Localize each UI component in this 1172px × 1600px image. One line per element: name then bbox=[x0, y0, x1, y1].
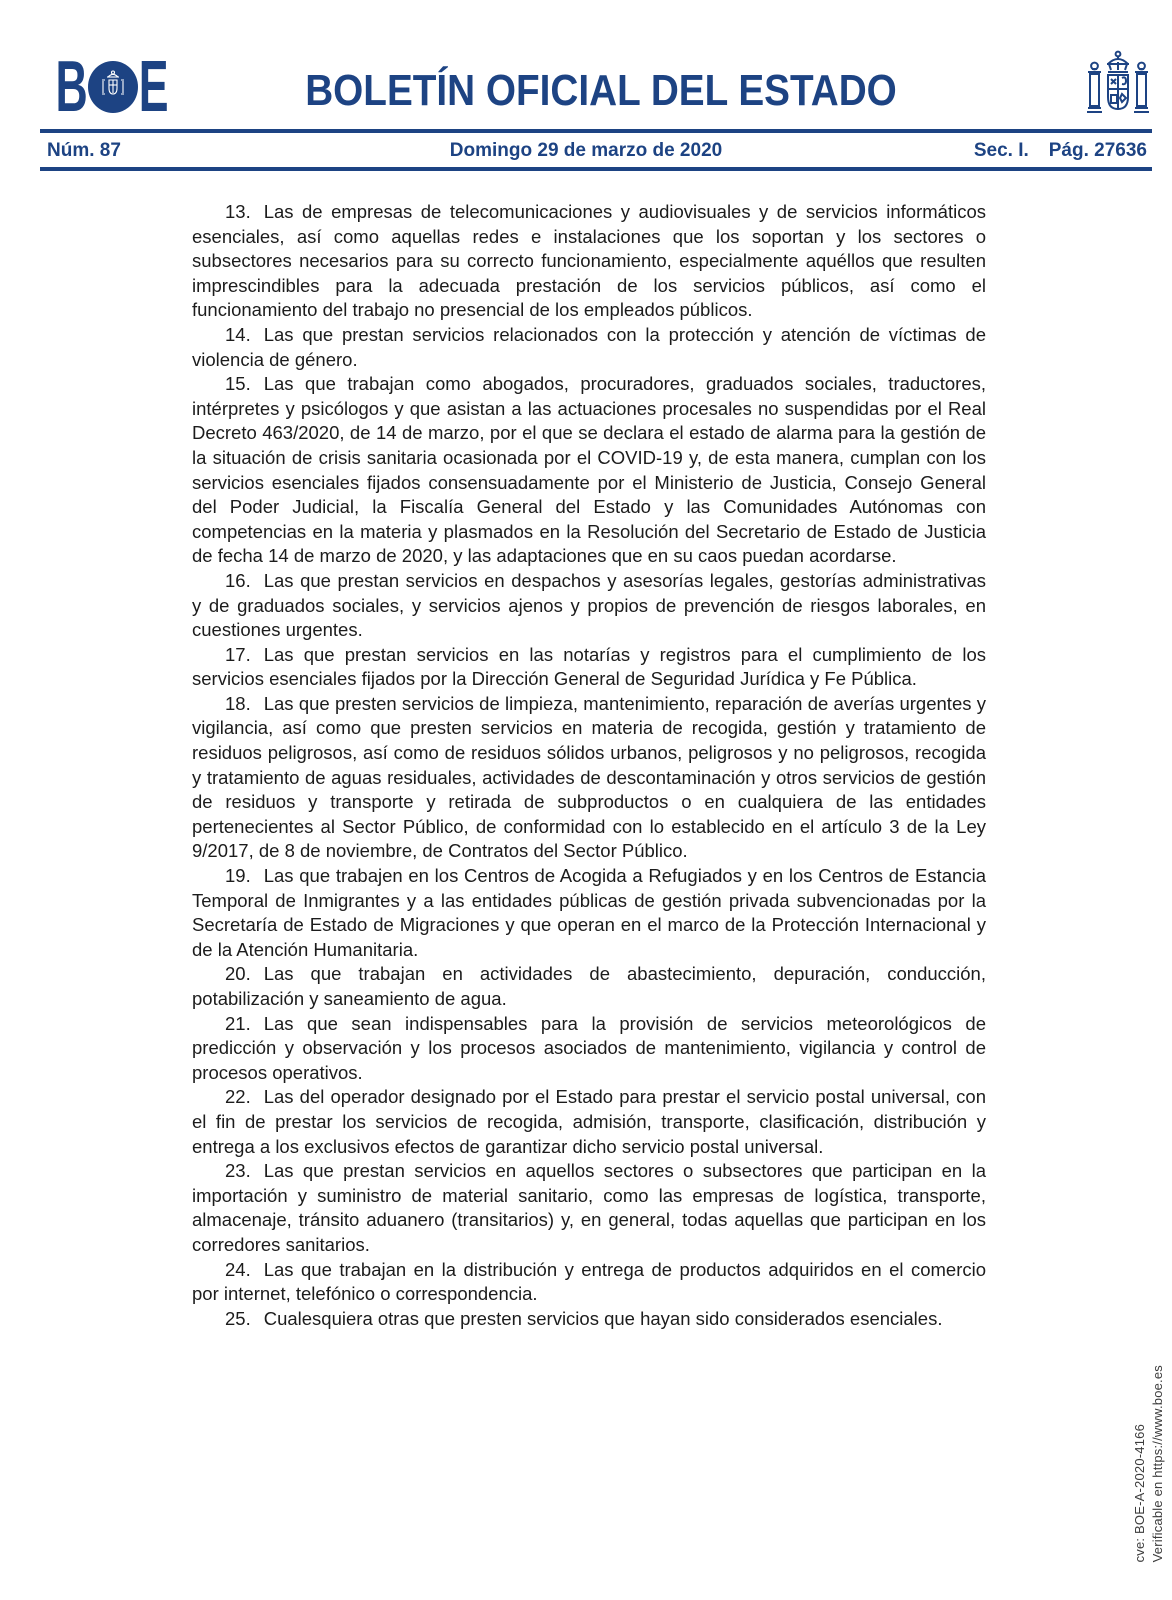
paragraph-number: 15. bbox=[225, 373, 251, 395]
paragraph-text: Las que trabajen en los Centros de Acogida a Refugiados y en los Centros de Estancia Temporal de Inmigrantes y a las entidades públicas de gestión privada subvencionadas por la Secretaría de Estado de Migraciones y que operan en el marco de la Protección Internacional y de la Atención Humanitaria. bbox=[192, 865, 986, 960]
section-page-group bbox=[974, 137, 1147, 165]
paragraph bbox=[192, 1159, 986, 1257]
paragraph-number: 23. bbox=[225, 1160, 251, 1182]
paragraph-number: 25. bbox=[225, 1307, 251, 1329]
paragraph bbox=[192, 643, 986, 692]
paragraph-text: Las que trabajan como abogados, procuradores, graduados sociales, traductores, intérpretes y psicólogos y que asistan a las actuaciones procesales no suspendidas por el Real Decreto 463/2020, de 14 de marzo, por el que se declara el estado de alarma para la gestión de la situación de crisis sanitaria ocasionada por el COVID-19 y, de esta manera, cumplan con los servicios esenciales fijados consensuadamente por el Ministerio de Justicia, Consejo General del Poder Judicial, la Fiscalía General del Estado y las Comunidades Autónomas con competencias en la materia y plasmados en la Resolución del Secretario de Estado de Justicia de fecha 14 de marzo de 2020, y las adaptaciones que en su caos puedan acordarse. bbox=[192, 373, 986, 567]
paragraph-text: Las que prestan servicios en las notarías y registros para el cumplimiento de los servicios esenciales fijados por la Dirección General de Seguridad Jurídica y Fe Pública. bbox=[192, 643, 986, 690]
paragraph-text: Las del operador designado por el Estado para prestar el servicio postal universal, con el fin de prestar los servicios de recogida, admisión, transporte, clasificación, distribución y entrega a los exclusivos efectos de garantizar dicho servicio postal universal. bbox=[192, 1086, 986, 1157]
paragraph-number: 14. bbox=[225, 323, 251, 345]
paragraph bbox=[192, 323, 986, 372]
paragraph bbox=[192, 200, 986, 323]
paragraph bbox=[192, 1012, 986, 1086]
paragraph-number: 19. bbox=[225, 865, 251, 887]
spain-coat-of-arms-icon bbox=[1084, 48, 1152, 135]
paragraph bbox=[192, 962, 986, 1011]
paragraph-text: Las que prestan servicios relacionados con la protección y atención de víctimas de violencia de género. bbox=[192, 323, 986, 370]
header-rule-top bbox=[40, 129, 1152, 133]
paragraph-number: 22. bbox=[225, 1086, 251, 1108]
boe-logo-letter-e: E bbox=[138, 47, 168, 127]
paragraph-number: 24. bbox=[225, 1258, 251, 1280]
cve-code: cve: BOE-A-2020-4166 bbox=[1132, 1423, 1147, 1562]
paragraph-text: Las que prestan servicios en despachos y asesorías legales, gestorías administrativas y de graduados sociales, y servicios ajenos y propios de prevención de riesgos laborales, en cuestiones urgentes. bbox=[192, 569, 986, 641]
page-title: BOLETÍN OFICIAL DEL ESTADO bbox=[305, 66, 897, 115]
verification-url: Verificable en https://www.boe.es bbox=[1150, 1364, 1165, 1562]
document-body bbox=[192, 200, 986, 1331]
paragraph-number: 17. bbox=[225, 643, 251, 665]
verification-sidebar bbox=[1132, 1365, 1165, 1562]
section-label: Sec. I. bbox=[973, 140, 1029, 161]
paragraph-number: 18. bbox=[225, 692, 251, 714]
paragraph-text: Las que sean indispensables para la provisión de servicios meteorológicos de predicción y observación y los procesos asociados de mantenimiento, vigilancia y control de procesos operativos. bbox=[192, 1012, 986, 1083]
paragraph bbox=[192, 1307, 986, 1332]
paragraph-number: 20. bbox=[225, 963, 251, 985]
paragraph bbox=[192, 692, 986, 864]
header-rule-bottom bbox=[40, 167, 1152, 171]
paragraph-number: 16. bbox=[225, 569, 251, 591]
paragraph-text: Las que trabajan en actividades de abastecimiento, depuración, conducción, potabilización y saneamiento de agua. bbox=[192, 963, 986, 1009]
boe-logo-letter-b: B bbox=[55, 47, 87, 127]
publication-date: Domingo 29 de marzo de 2020 bbox=[449, 140, 723, 161]
paragraph-text: Cualesquiera otras que presten servicios que hayan sido considerados esenciales. bbox=[263, 1307, 943, 1329]
paragraph bbox=[192, 372, 986, 569]
page-number: Pág. 27636 bbox=[1048, 140, 1147, 161]
paragraph bbox=[192, 1258, 986, 1307]
paragraph-text: Las de empresas de telecomunicaciones y audiovisuales y de servicios informáticos esenciales, así como aquellas redes e instalaciones que los soportan y los sectores o subsectores necesarios para su correcto funcionamiento, especialmente aquéllos que resulten imprescindibles para la adecuada prestación de los servicios públicos, así como el funcionamiento del trabajo no presencial de los empleados públicos. bbox=[192, 201, 986, 321]
paragraph-number: 13. bbox=[225, 201, 251, 222]
issue-number: Núm. 87 bbox=[47, 140, 121, 161]
paragraph-text: Las que trabajan en la distribución y entrega de productos adquiridos en el comercio por internet, telefónico o correspondencia. bbox=[192, 1258, 986, 1305]
paragraph-number: 21. bbox=[225, 1012, 251, 1034]
paragraph bbox=[192, 569, 986, 643]
paragraph-text: Las que presten servicios de limpieza, mantenimiento, reparación de averías urgentes y vigilancia, así como que presten servicios en materia de recogida, gestión y tratamiento de residuos peligrosos, así como de residuos sólidos urbanos, peligrosos y no peligrosos, recogida y tratamiento de aguas residuales, actividades de descontaminación y otros servicios de gestión de residuos y transporte y retirada de subproductos o en cualquiera de las entidades pertenecientes al Sector Público, de conformidad con lo establecido en el artículo 3 de la Ley 9/2017, de 8 de noviembre, de Contratos del Sector Público. bbox=[192, 692, 986, 862]
paragraph bbox=[192, 1085, 986, 1159]
paragraph bbox=[192, 864, 986, 962]
header-meta-row bbox=[0, 137, 1172, 165]
paragraph-text: Las que prestan servicios en aquellos sectores o subsectores que participan en la importación y suministro de material sanitario, como las empresas de logística, transporte, almacenaje, tránsito aduanero (transitarios) y, en general, todas aquellas que participan en los corredores sanitarios. bbox=[192, 1160, 986, 1255]
